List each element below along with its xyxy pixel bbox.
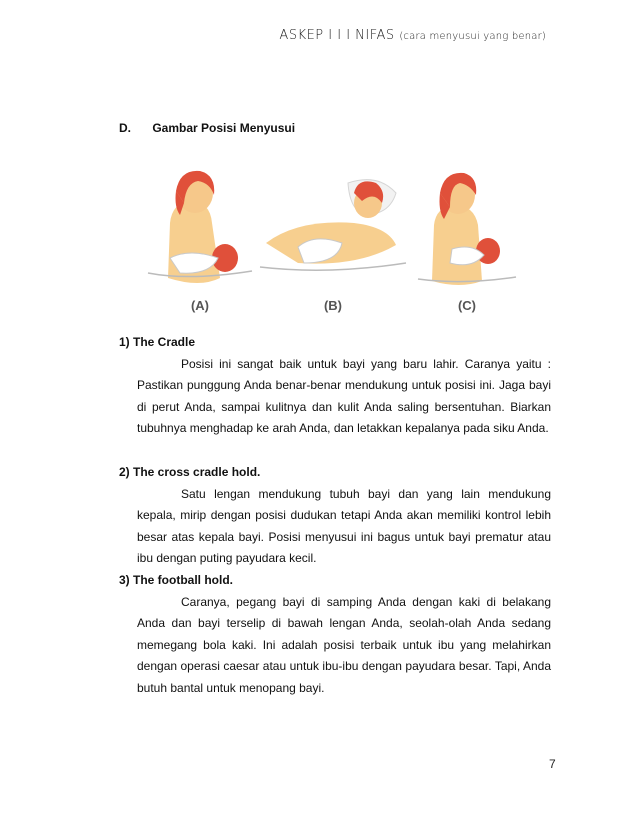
item-body (119, 354, 551, 440)
figure-a-label: (A) (190, 298, 210, 313)
football-hold-illustration (412, 163, 522, 293)
lying-side-position-illustration (258, 163, 408, 293)
item-title: 2) The cross cradle hold. (119, 465, 261, 479)
item-body (119, 484, 551, 570)
breastfeeding-figures (140, 163, 522, 323)
cradle-position-illustration (140, 163, 260, 293)
header-title: ASKEP I I I NIFAS (279, 28, 395, 43)
item-title: 3) The football hold. (119, 573, 233, 587)
item-body-text: Caranya, pegang bayi di samping Anda dengan kaki di belakang Anda dan bayi terselip di bawah lengan Anda, seolah-olah Anda sedang memegang bola kaki. Ini adalah posisi terbaik untuk ibu yang melahirkan dengan operasi caesar atau untuk ibu-ibu dengan payudara besar. Tapi, Anda butuh bantal untuk menopang bayi. (137, 594, 551, 695)
item-body-text: Satu lengan mendukung tubuh bayi dan yang lain mendukung kepala, mirip dengan posisi dudukan tetapi Anda akan memiliki kontrol lebih besar atas kepala bayi. Posisi menyusui ini bagus untuk bayi prematur atau ibu dengan puting payudara kecil. (137, 486, 551, 566)
item-cross-cradle (119, 462, 551, 570)
item-cradle (119, 332, 551, 440)
figure-c-label: (C) (457, 298, 477, 313)
figure-a (140, 163, 260, 313)
section-title: Gambar Posisi Menyusui (152, 121, 296, 135)
item-football (119, 570, 551, 700)
item-body (119, 592, 551, 700)
figure-b-label: (B) (323, 298, 343, 313)
header-subtitle: (cara menyusui yang benar) (399, 31, 546, 42)
figure-b (258, 163, 408, 313)
figure-c (412, 163, 522, 313)
section-letter: D. (119, 121, 131, 135)
section-heading (119, 121, 295, 135)
item-body-text: Posisi ini sangat baik untuk bayi yang baru lahir. Caranya yaitu : Pastikan punggung Anda benar-benar mendukung untuk posisi ini. Jaga bayi di perut Anda, sampai kulitnya dan kulit Anda saling bersentuhan. Biarkan tubuhnya menghadap ke arah Anda, dan letakkan kepalanya pada siku Anda. (137, 356, 551, 436)
page-number: 7 (549, 757, 556, 771)
item-title: 1) The Cradle (119, 335, 196, 349)
page-header (0, 28, 638, 43)
